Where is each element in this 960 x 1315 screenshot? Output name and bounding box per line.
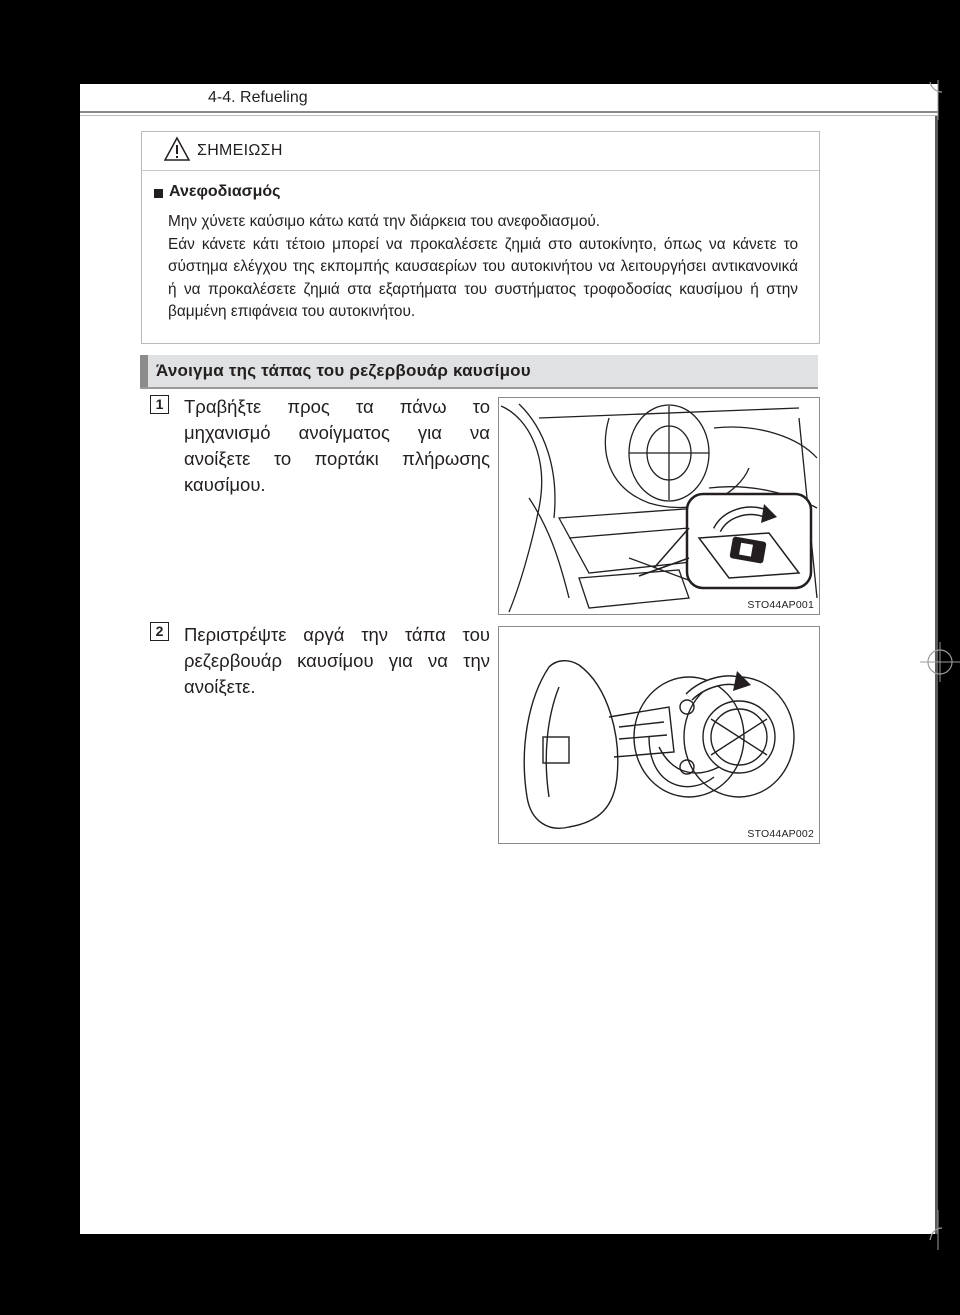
crop-mark-icon [920,80,950,120]
header-rule-thin [80,115,938,116]
section-title: Άνοιγμα της τάπας του ρεζερβουάρ καυσίμου [156,361,531,380]
notice-line: Μην χύνετε καύσιμο κάτω κατά την διάρκεια του ανεφοδιασμού. [168,213,601,230]
section-label: 4-4. Refueling [208,89,308,106]
fuel-cap-illustration [499,627,819,843]
title-accent [140,355,148,387]
step-number: 1 [150,395,169,414]
notice-line: Εάν κάνετε κάτι τέτοιο μπορεί να προκαλέσετε ζημιά στο αυτοκίνητο, όπως να κάνετε το σύστημα ελέγχου της εκπομπής καυσαερίων του αυτοκινήτου να λειτουργήσει αντικανονικά ή να προκαλέσετε ζημιά στα εξαρτήματα του συστήματος τροφοδοσίας καυσίμου ή στην βαμμένη επιφάνεια του αυτοκινήτου. [168,235,798,321]
notice-body [168,211,798,324]
step-text: Τραβήξτε προς τα πάνω το μηχανισμό ανοίγματος για να ανοίξετε το πορτάκι πλήρωσης καυσίμου. [184,396,490,495]
square-bullet-icon [154,189,163,198]
crop-mark-icon [920,1210,950,1250]
header-rule [80,111,938,113]
notice-box [141,131,820,344]
step-text: Περιστρέψτε αργά την τάπα του ρεζερβουάρ καυσίμου για να την ανοίξετε. [184,624,490,697]
car-interior-illustration [499,398,819,614]
figure-fuel-door-opener [498,397,820,615]
figure-fuel-cap [498,626,820,844]
step-number: 2 [150,622,169,641]
notice-title: ΣΗΜΕΙΩΣΗ [197,142,283,159]
notice-subtitle: Ανεφοδιασμός [169,183,281,200]
warning-triangle-icon [164,136,190,162]
section-title-bar [140,355,818,389]
manual-page [80,84,938,1234]
figure-code: STO44AP001 [747,599,814,611]
notice-header [142,132,819,171]
registration-mark-icon [920,642,960,682]
figure-code: STO44AP002 [747,828,814,840]
